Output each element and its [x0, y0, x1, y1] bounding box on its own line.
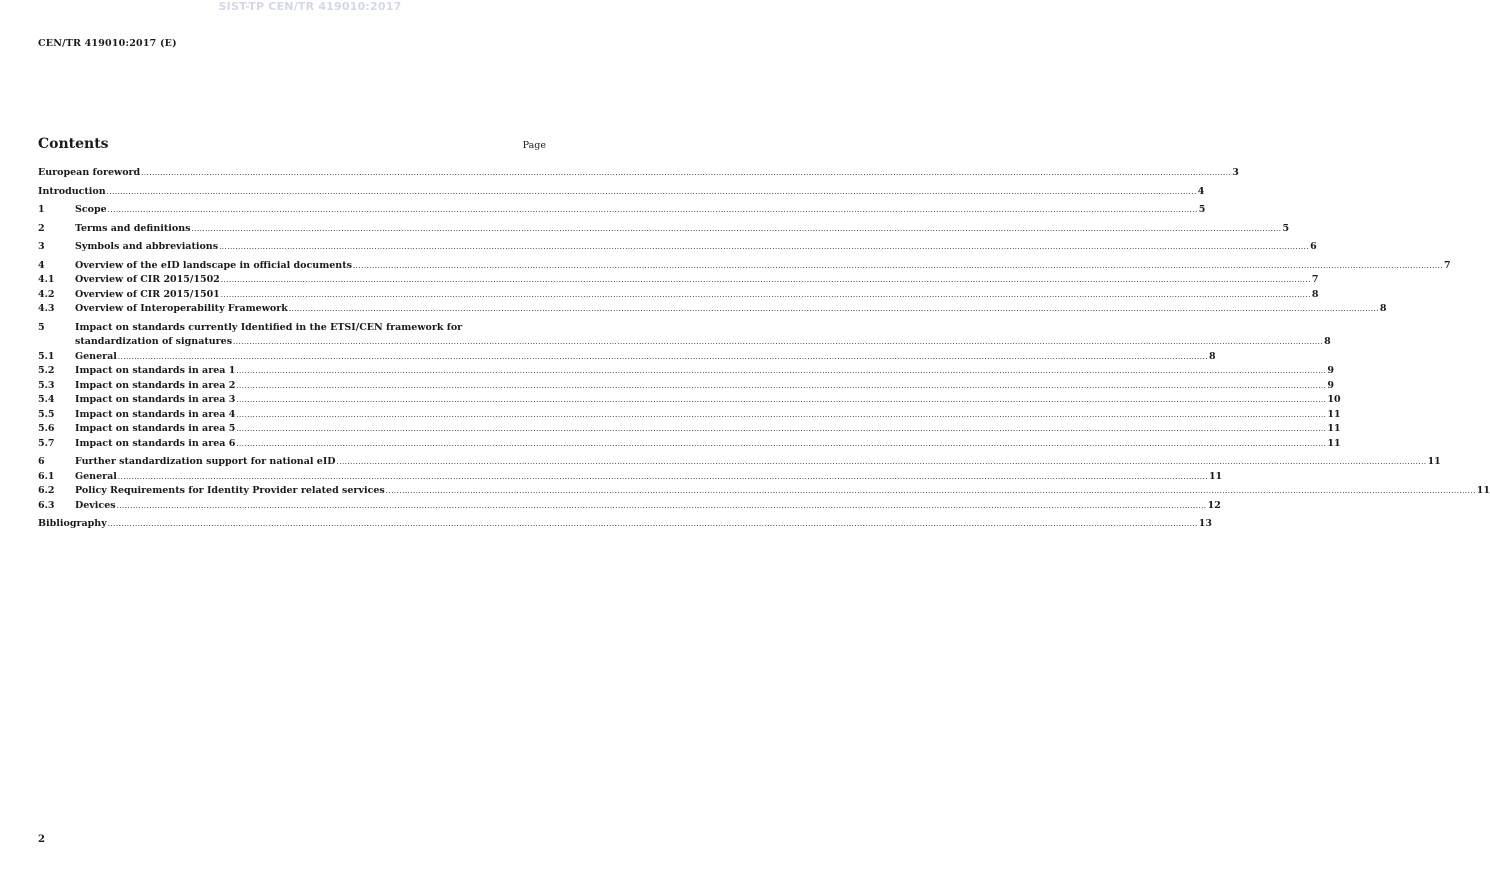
dot-leader: ................................................................................................................................................................................................................................................................................................................................................................................................................: [236, 439, 1327, 448]
toc-entry-number: 6.2: [38, 485, 55, 496]
dot-leader: ................................................................................................................................................................................................................................................................................................................................................................................................................: [141, 169, 1232, 177]
dot-leader: ................................................................................................................................................................................................................................................................................................................................................................................................................: [220, 290, 1311, 299]
dot-leader: ................................................................................................................................................................................................................................................................................................................................................................................................................: [220, 276, 1311, 284]
toc-entry-title: Impact on standards in area 3: [75, 394, 236, 405]
toc-entry-title: Impact on standards in area 4: [75, 408, 236, 420]
toc-entry[interactable]: [38, 437, 1341, 452]
toc-entry-title: European foreword: [38, 167, 141, 178]
dot-leader: ................................................................................................................................................................................................................................................................................................................................................................................................................: [107, 206, 1198, 214]
toc-entry-number: 5.5: [38, 408, 55, 420]
toc-entry-page: 11: [1208, 470, 1223, 482]
toc-entry[interactable]: [38, 393, 1341, 408]
toc-entry-page: 9: [1327, 379, 1334, 391]
dot-leader: ................................................................................................................................................................................................................................................................................................................................................................................................................: [191, 224, 1282, 233]
toc-entry-number: 5.1: [38, 350, 55, 362]
toc-entry[interactable]: [38, 222, 1290, 237]
toc-entry-page: 6: [1310, 241, 1317, 252]
toc-entry-page: 5: [1282, 222, 1290, 234]
toc-entry-title: Impact on standards in area 1: [75, 365, 236, 376]
toc-entry[interactable]: [38, 302, 1387, 317]
toc-entry-page: 8: [1379, 303, 1387, 314]
toc-entry-number: 5: [38, 321, 45, 333]
toc-entry[interactable]: [38, 364, 1334, 379]
toc-entry-title: Overview of Interoperability Framework: [75, 303, 288, 314]
dot-leader: ................................................................................................................................................................................................................................................................................................................................................................................................................: [107, 520, 1198, 528]
toc-entry-page: 11: [1476, 485, 1490, 496]
dot-leader: ................................................................................................................................................................................................................................................................................................................................................................................................................: [233, 338, 1324, 346]
toc-entry[interactable]: [38, 484, 1490, 499]
page-number: 2: [38, 834, 45, 845]
dot-leader: ................................................................................................................................................................................................................................................................................................................................................................................................................: [288, 305, 1379, 313]
toc-entry[interactable]: [38, 379, 1334, 394]
document-id: CEN/TR 419010:2017 (E): [38, 38, 177, 49]
dot-leader: ................................................................................................................................................................................................................................................................................................................................................................................................................: [236, 410, 1327, 419]
toc-entry-number: 4.3: [38, 303, 55, 314]
toc-entry-number: 6: [38, 456, 45, 467]
toc-entry-title: Bibliography: [38, 518, 107, 529]
toc-entry-title: Overview of CIR 2015/1502: [75, 274, 220, 285]
dot-leader: ................................................................................................................................................................................................................................................................................................................................................................................................................: [385, 487, 1476, 495]
toc-entry[interactable]: [38, 455, 1441, 470]
table-of-contents: [38, 166, 1490, 532]
dot-leader: ................................................................................................................................................................................................................................................................................................................................................................................................................: [106, 187, 1197, 196]
toc-entry-title: Overview of the eID landscape in official documents: [75, 259, 352, 271]
toc-entry-title: Overview of CIR 2015/1501: [75, 288, 220, 300]
toc-entry-page: 9: [1327, 365, 1334, 376]
toc-entry-page: 11: [1327, 423, 1341, 434]
toc-entry[interactable]: [38, 240, 1317, 255]
toc-entry-title: Impact on standards in area 2: [75, 379, 236, 391]
toc-entry-page: 8: [1311, 288, 1319, 300]
dot-leader: ................................................................................................................................................................................................................................................................................................................................................................................................................: [236, 425, 1327, 433]
toc-entry-title: General: [75, 470, 117, 482]
toc-entry-title: standardization of signatures: [75, 336, 233, 347]
toc-entry[interactable]: [38, 422, 1341, 437]
toc-entry-number: 2: [38, 222, 45, 234]
dot-leader: ................................................................................................................................................................................................................................................................................................................................................................................................................: [352, 261, 1443, 270]
toc-entry[interactable]: [38, 408, 1341, 423]
toc-entry-title: Devices: [75, 499, 116, 511]
toc-entry[interactable]: [38, 288, 1319, 303]
contents-title: Contents: [38, 136, 109, 152]
dot-leader: ................................................................................................................................................................................................................................................................................................................................................................................................................: [219, 243, 1310, 251]
toc-entry-title: General: [75, 350, 117, 362]
toc-entry-number: 3: [38, 241, 45, 252]
toc-entry-number: 5.6: [38, 423, 55, 434]
page-column-label: Page: [522, 140, 546, 151]
dot-leader: ................................................................................................................................................................................................................................................................................................................................................................................................................: [236, 367, 1327, 375]
toc-entry[interactable]: [38, 499, 1221, 514]
toc-entry-number: 4: [38, 259, 45, 271]
dot-leader: ................................................................................................................................................................................................................................................................................................................................................................................................................: [236, 396, 1327, 404]
toc-entry-number: 5.7: [38, 437, 55, 449]
toc-entry-page: 11: [1327, 437, 1341, 449]
dot-leader: ................................................................................................................................................................................................................................................................................................................................................................................................................: [236, 381, 1327, 390]
toc-entry-page: 4: [1197, 185, 1205, 197]
toc-entry-page: 8: [1208, 350, 1216, 362]
toc-entry-number: 5.3: [38, 379, 55, 391]
toc-entry-number: 5.4: [38, 394, 55, 405]
toc-entry-page: 8: [1324, 336, 1331, 347]
toc-entry[interactable]: [38, 273, 1319, 288]
toc-entry[interactable]: [38, 517, 1212, 532]
toc-entry-page: 11: [1427, 456, 1441, 467]
dot-leader: ................................................................................................................................................................................................................................................................................................................................................................................................................: [336, 458, 1427, 466]
toc-entry-number: 6.1: [38, 470, 55, 482]
toc-entry-continuation[interactable]: [75, 335, 1331, 350]
dot-leader: ................................................................................................................................................................................................................................................................................................................................................................................................................: [117, 352, 1208, 361]
toc-entry-title: Impact on standards currently Identified in the ETSI/CEN framework for: [75, 321, 463, 333]
toc-entry-number: 1: [38, 204, 45, 215]
toc-entry[interactable]: [38, 350, 1216, 365]
toc-entry[interactable]: [38, 259, 1451, 274]
toc-entry-title: Policy Requirements for Identity Provider related services: [75, 485, 385, 496]
toc-entry-title: Impact on standards in area 6: [75, 437, 236, 449]
toc-entry-page: 7: [1311, 274, 1319, 285]
toc-entry-title: Introduction: [38, 185, 106, 197]
toc-entry-page: 11: [1327, 408, 1341, 420]
watermark: SIST-TP CEN/TR 419010:2017: [218, 0, 402, 13]
toc-entry-page: 13: [1198, 518, 1212, 529]
toc-entry-number: 5.2: [38, 365, 55, 376]
dot-leader: ................................................................................................................................................................................................................................................................................................................................................................................................................: [117, 472, 1208, 481]
toc-entry-title: Symbols and abbreviations: [75, 241, 219, 252]
toc-entry[interactable]: [38, 166, 1239, 181]
toc-entry-title: Impact on standards in area 5: [75, 423, 236, 434]
dot-leader: ................................................................................................................................................................................................................................................................................................................................................................................................................: [116, 501, 1207, 510]
toc-entry-number: 4.1: [38, 274, 55, 285]
toc-entry-number: 6.3: [38, 499, 55, 511]
toc-entry-title: Further standardization support for national eID: [75, 456, 336, 467]
toc-entry-title: Scope: [75, 204, 107, 215]
toc-entry-page: 12: [1207, 499, 1221, 511]
toc-entry[interactable]: [38, 321, 546, 336]
toc-entry-title: Terms and definitions: [75, 222, 191, 234]
toc-entry[interactable]: [38, 470, 1223, 485]
toc-entry-page: 10: [1327, 394, 1341, 405]
toc-entry-page: 5: [1198, 204, 1206, 215]
toc-entry[interactable]: [38, 185, 1205, 200]
toc-entry-page: 3: [1232, 167, 1239, 178]
toc-entry[interactable]: [38, 203, 1206, 218]
toc-entry-page: 7: [1444, 259, 1451, 271]
toc-entry-number: 4.2: [38, 288, 55, 300]
